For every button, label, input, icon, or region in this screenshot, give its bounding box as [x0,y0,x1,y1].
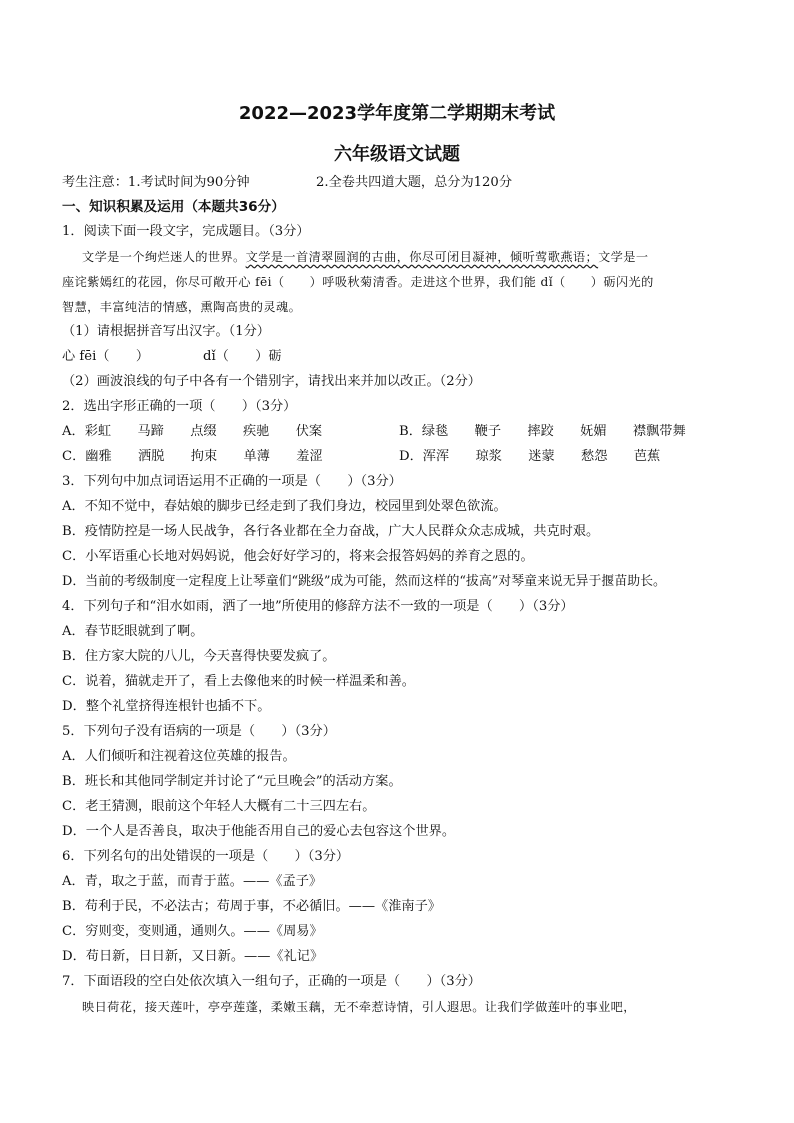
q4-option-a: A．春节眨眼就到了啊。 [62,624,204,639]
q1-sub1: （1）请根据拼音写出汉字。（1分） [62,324,270,339]
exam-subtitle: 六年级语文试题 [334,144,460,165]
q1-sub2: （2）画波浪线的句子中各有一个错别字，请找出来并加以改正。（2分） [62,374,481,389]
q1-blank-b: dǐ（ ）砺 [203,349,282,364]
q6-option-a: A．青，取之于蓝，而青于蓝。——《孟子》 [62,874,323,889]
exam-title: 2022—2023学年度第二学期期末考试 [238,103,556,124]
notice-time: 考生注意：1.考试时间为90分钟 [62,175,250,190]
q4-option-c: C．说着，猫就走开了，看上去像他来的时候一样温柔和善。 [62,674,415,689]
q6-stem: 6．下列名句的出处错误的一项是（ ）（3分） [62,849,350,864]
q2-option-c: C．幽雅 洒脱 拘束 单薄 羞涩 [62,449,323,464]
q2-option-d: D．浑浑 琼浆 迷蒙 愁怨 芭蕉 [399,449,661,464]
q1-passage-line-2: 座诧紫嫣红的花园，你尽可敞开心 fēi（ ）呼吸秋菊清香。走进这个世界，我们能 dǐ（ ）砺闪光的 [62,275,654,289]
q1-stem: 1．阅读下面一段文字，完成题目。（3分） [62,224,310,239]
q5-option-b: B．班长和其他同学制定并讨论了“元旦晚会”的活动方案。 [62,774,402,789]
q5-option-c: C．老王猜测，眼前这个年轻人大概有二十三四左右。 [62,799,376,814]
q4-stem: 4．下列句子和“泪水如雨，洒了一地”所使用的修辞方法不一致的一项是（ ）（3分） [62,599,574,614]
q5-option-d: D．一个人是否善良，取决于他能否用自己的爱心去包容这个世界。 [62,824,456,839]
q6-option-c: C．穷则变，变则通，通则久。——《周易》 [62,924,323,939]
q3-option-a: A．不知不觉中，春姑娘的脚步已经走到了我们身边，校园里到处翠色欲流。 [62,499,507,514]
q6-option-b: B．苟利于民，不必法古；苟周于事，不必循旧。——《淮南子》 [62,899,441,914]
q2-stem: 2．选出字形正确的一项（ ）（3分） [62,399,297,414]
q4-option-b: B．住方家大院的八儿，今天喜得快要发疯了。 [62,649,336,664]
q4-option-d: D．整个礼堂挤得连根针也插不下。 [62,699,271,714]
q3-option-b: B．疫情防控是一场人民战争，各行各业都在全力奋战，广大人民群众众志成城，共克时艰。 [62,524,600,539]
q5-stem: 5．下列句子没有语病的一项是（ ）（3分） [62,724,336,739]
q3-option-d: D．当前的考级制度一定程度上让琴童们“跳级”成为可能，然而这样的“拔高”对琴童来说无异于揠苗助长。 [62,574,666,589]
q6-option-d: D．苟日新，日日新，又日新。——《礼记》 [62,949,324,964]
q2-option-a: A．彩虹 马蹄 点缀 疾驰 伏案 [62,424,323,439]
q3-stem: 3．下列句中加点词语运用不正确的一项是（ ）（3分） [62,474,402,489]
q1-passage-line-1 [82,248,648,266]
q7-stem: 7．下面语段的空白处依次填入一组句子，正确的一项是（ ）（3分） [62,974,481,989]
notice-total: 2.全卷共四道大题，总分为120分 [316,175,513,190]
q1-wavy-sentence: 文学是一首清翠圆润的古曲，你尽可闭目凝神，倾听莺歌燕语； [245,250,599,264]
q1-passage-line-3: 智慧，丰富纯洁的情感，熏陶高贵的灵魂。 [62,300,302,314]
section-heading: 一、知识积累及运用（本题共36分） [62,199,285,215]
q2-option-b: B．绿毯 鞭子 摔跤 妩媚 襟飘带舞 [399,424,686,439]
q5-option-a: A．人们倾听和注视着这位英雄的报告。 [62,749,296,764]
q1-blank-a: 心 fēi（ ） [62,349,150,364]
q1-passage-sentence-1: 文学是一个绚烂迷人的世界。 [82,250,246,264]
q3-option-c: C．小军语重心长地对妈妈说，他会好好学习的，将来会报答妈妈的养育之恩的。 [62,549,534,564]
q7-passage-line-1: 映日荷花，接天莲叶，亭亭莲蓬，柔嫩玉藕，无不牵惹诗情，引人遐思。让我们学做莲叶的事业吧， [82,1000,636,1014]
q1-passage-sentence-2: 文学是一 [598,250,649,264]
